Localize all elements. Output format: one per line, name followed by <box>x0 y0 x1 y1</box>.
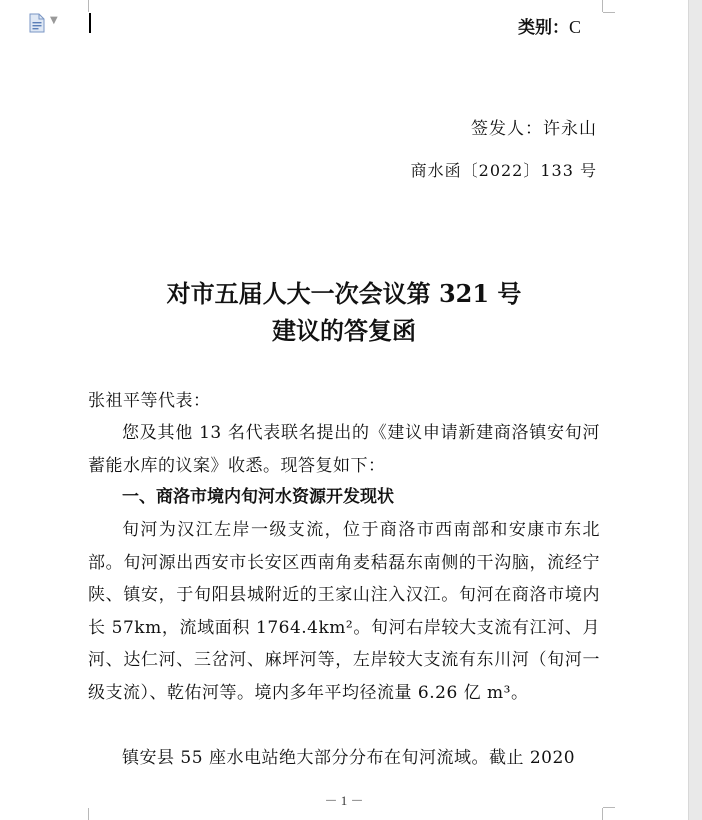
page-title-line2: 建议的答复函 <box>272 316 416 345</box>
category-value: C <box>569 17 582 37</box>
category-label-text: 类别： <box>518 18 569 38</box>
crop-mark-top-right-v <box>602 0 603 12</box>
crop-mark-bottom-left <box>88 808 89 820</box>
body-paragraph-2: 镇安县 55 座水电站绝大部分分布在旬河流域。截止 2020 <box>122 748 576 768</box>
section-heading-1: 一、商洛市境内旬河水资源开发现状 <box>122 487 394 507</box>
page-number: － 1 － <box>324 793 364 808</box>
document-number: 商水函〔2022〕133 号 <box>410 161 597 180</box>
text-cursor <box>89 13 91 33</box>
crop-mark-bottom-right-v <box>602 808 603 820</box>
category-label <box>518 13 581 38</box>
intro-paragraph: 您及其他 13 名代表联名提出的《建议申请新建商洛镇安旬河蓄能水库的议案》收悉。现答复如下： <box>88 423 600 476</box>
page-margin-scrollbar[interactable] <box>688 0 702 820</box>
page-title-line1: 对市五届人大一次会议第 321 号 <box>166 279 522 308</box>
chevron-down-icon[interactable]: ▼ <box>50 15 58 26</box>
signer: 签发人：许永山 <box>471 119 597 139</box>
salutation: 张祖平等代表： <box>88 391 211 411</box>
crop-mark-top-left <box>88 0 89 12</box>
crop-mark-top-right-h <box>603 12 615 13</box>
document-icon[interactable] <box>27 13 47 33</box>
body-paragraph-1: 旬河为汉江左岸一级支流，位于商洛市西南部和安康市东北部。旬河源出西安市长安区西南角麦秸磊东南侧的干沟脑，流经宁陕、镇安，于旬阳县城附近的王家山注入汉江。旬河在商洛市境内长 57km，流域面积 1764.4km²。旬河右岸较大支流有江河、月河、达仁河、三岔河、麻坪河等，左岸较大支流有东川河（旬河一级支流）、乾佑河等。境内多年平均径流量 6.26 亿 m³。 <box>88 520 600 703</box>
